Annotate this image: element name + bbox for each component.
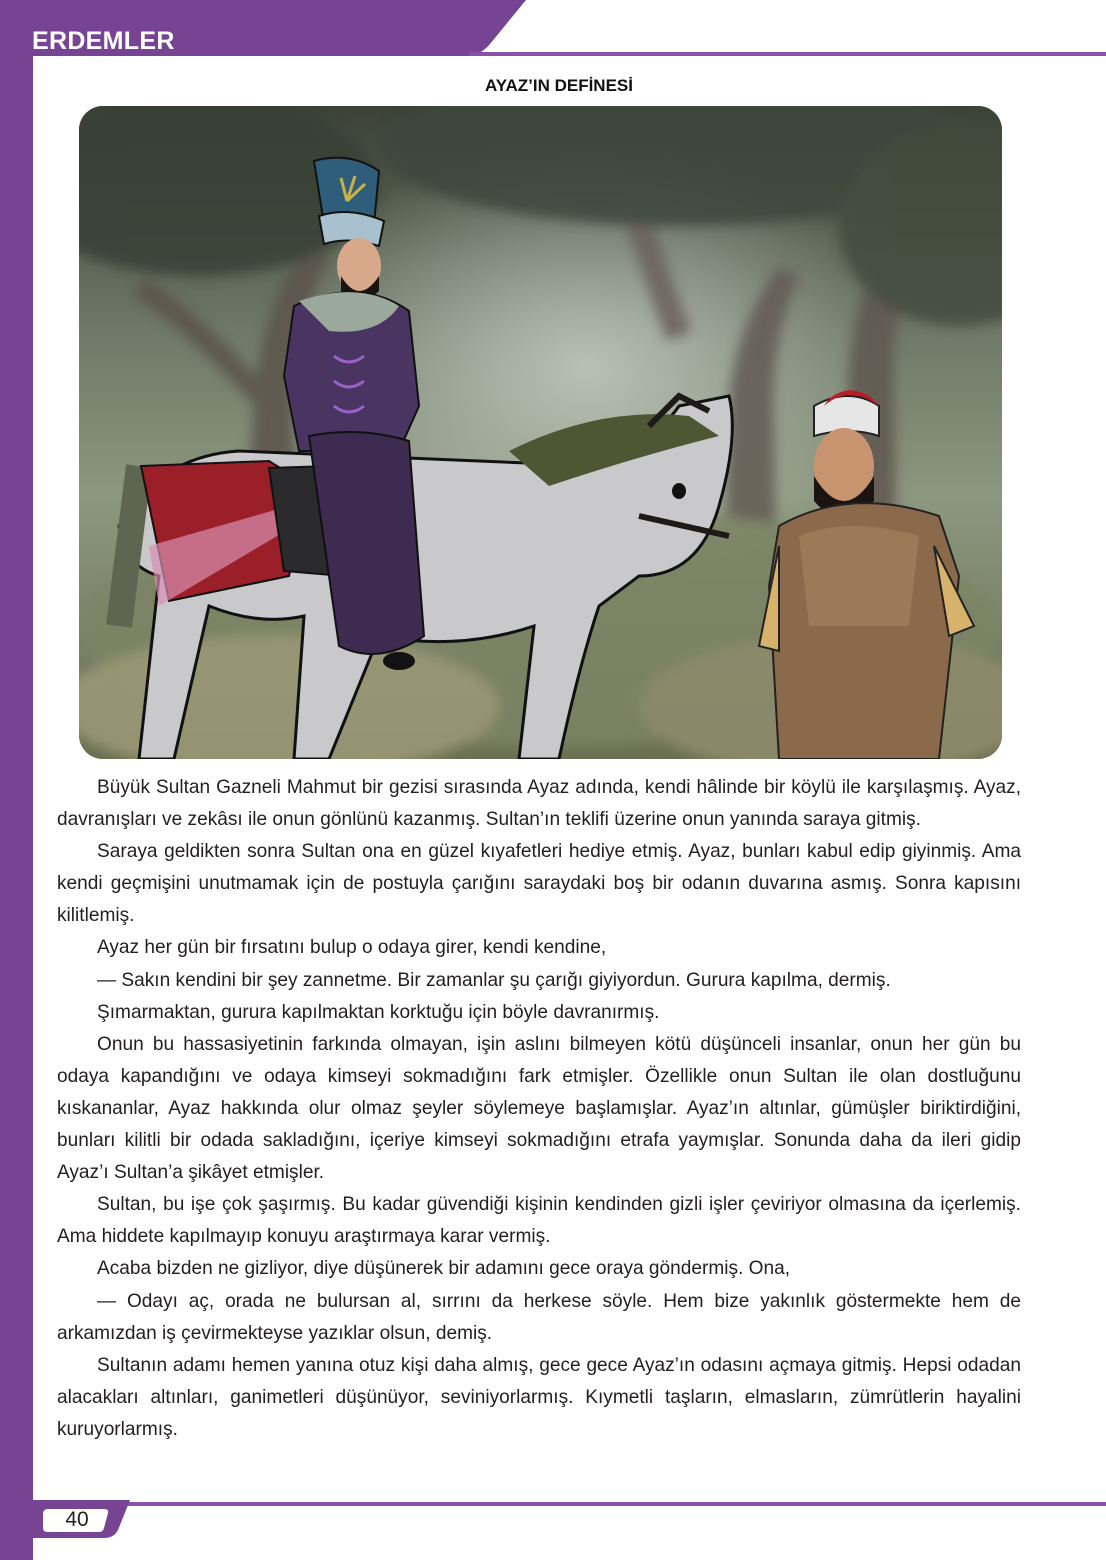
story-paragraph: Büyük Sultan Gazneli Mahmut bir gezisi sırasında Ayaz adında, kendi hâlinde bir köylü ile karşılaşmış. Ayaz, davranışları ve zekâsı ile onun gönlünü kazanmış. Sultan’ın teklifi üzerine onun yanında saraya gitmiş. — [57, 777, 1021, 831]
story-paragraph: Acaba bizden ne gizliyor, diye düşünerek bir adamını gece oraya göndermiş. Ona, — [97, 1258, 791, 1280]
story-dialogue: — Odayı aç, orada ne bulursan al, sırrını da herkese söyle. Hem bize yakınlık göstermekte hem de arkamızdan iş çevirmekteyse yazıklar olsun, demiş. — [57, 1290, 1021, 1344]
section-title: ERDEMLER — [32, 27, 175, 55]
header-rule — [470, 52, 1106, 56]
story-paragraph: Sultanın adamı hemen yanına otuz kişi daha almış, gece gece Ayaz’ın odasını açmaya gitmiş. Hepsi odadan alacakları altınları, ganimetleri düşünüyor, seviniyorlarmış. Kıymetli taşların, elmasların, zümrütlerin hayalini kuruyorlarmış. — [57, 1354, 1021, 1440]
story-paragraph: Onun bu hassasiyetinin farkında olmayan, işin aslını bilmeyen kötü düşünceli insanlar, onun her gün bu odaya kapandığını ve odaya kimseyi sokmadığını fark etmişler. Özellikle onun Sultan ile olan dostluğunu kıskananlar, Ayaz hakkında olur olmaz şeyler söylemeye başlamışlar. Ayaz’ın altınlar, gümüşler biriktirdiğini, bunları kilitli bir odada sakladığını, içeriye kimseyi sokmadığını etrafa yaymışlar. Sonunda daha da ileri gidip Ayaz’ı Sultan’a şikâyet etmişler. — [57, 1033, 1021, 1184]
footer-rule — [110, 1502, 1106, 1506]
page-number: 40 — [65, 1508, 89, 1531]
story-text — [57, 772, 1021, 1446]
story-title: AYAZ’IN DEFİNESİ — [484, 76, 633, 95]
story-dialogue: — Sakın kendini bir şey zannetme. Bir zamanlar şu çarığı giyiyordun. Gurura kapılma, dermiş. — [97, 969, 891, 991]
story-paragraph: Saraya geldikten sonra Sultan ona en güzel kıyafetleri hediye etmiş. Ayaz, bunları kabul edip giyinmiş. Ama kendi geçmişini unutmamak için de postuyla çarığını saraydaki boş bir odanın duvarına asmış. Sonra kapısını kilitlemiş. — [57, 841, 1021, 927]
story-paragraph: Şımarmaktan, gurura kapılmaktan korktuğu için böyle davranırmış. — [97, 1001, 660, 1023]
left-margin-band — [0, 0, 33, 1560]
story-paragraph: Ayaz her gün bir fırsatını bulup o odaya girer, kendi kendine, — [97, 937, 607, 959]
story-paragraph: Sultan, bu işe çok şaşırmış. Bu kadar güvendiği kişinin kendinden gizli işler çeviriyor olmasına da içerlemiş. Ama hiddete kapılmayıp konuyu araştırmaya karar vermiş. — [57, 1194, 1021, 1248]
forest-scene-image — [79, 106, 1002, 759]
story-illustration — [79, 106, 1002, 759]
